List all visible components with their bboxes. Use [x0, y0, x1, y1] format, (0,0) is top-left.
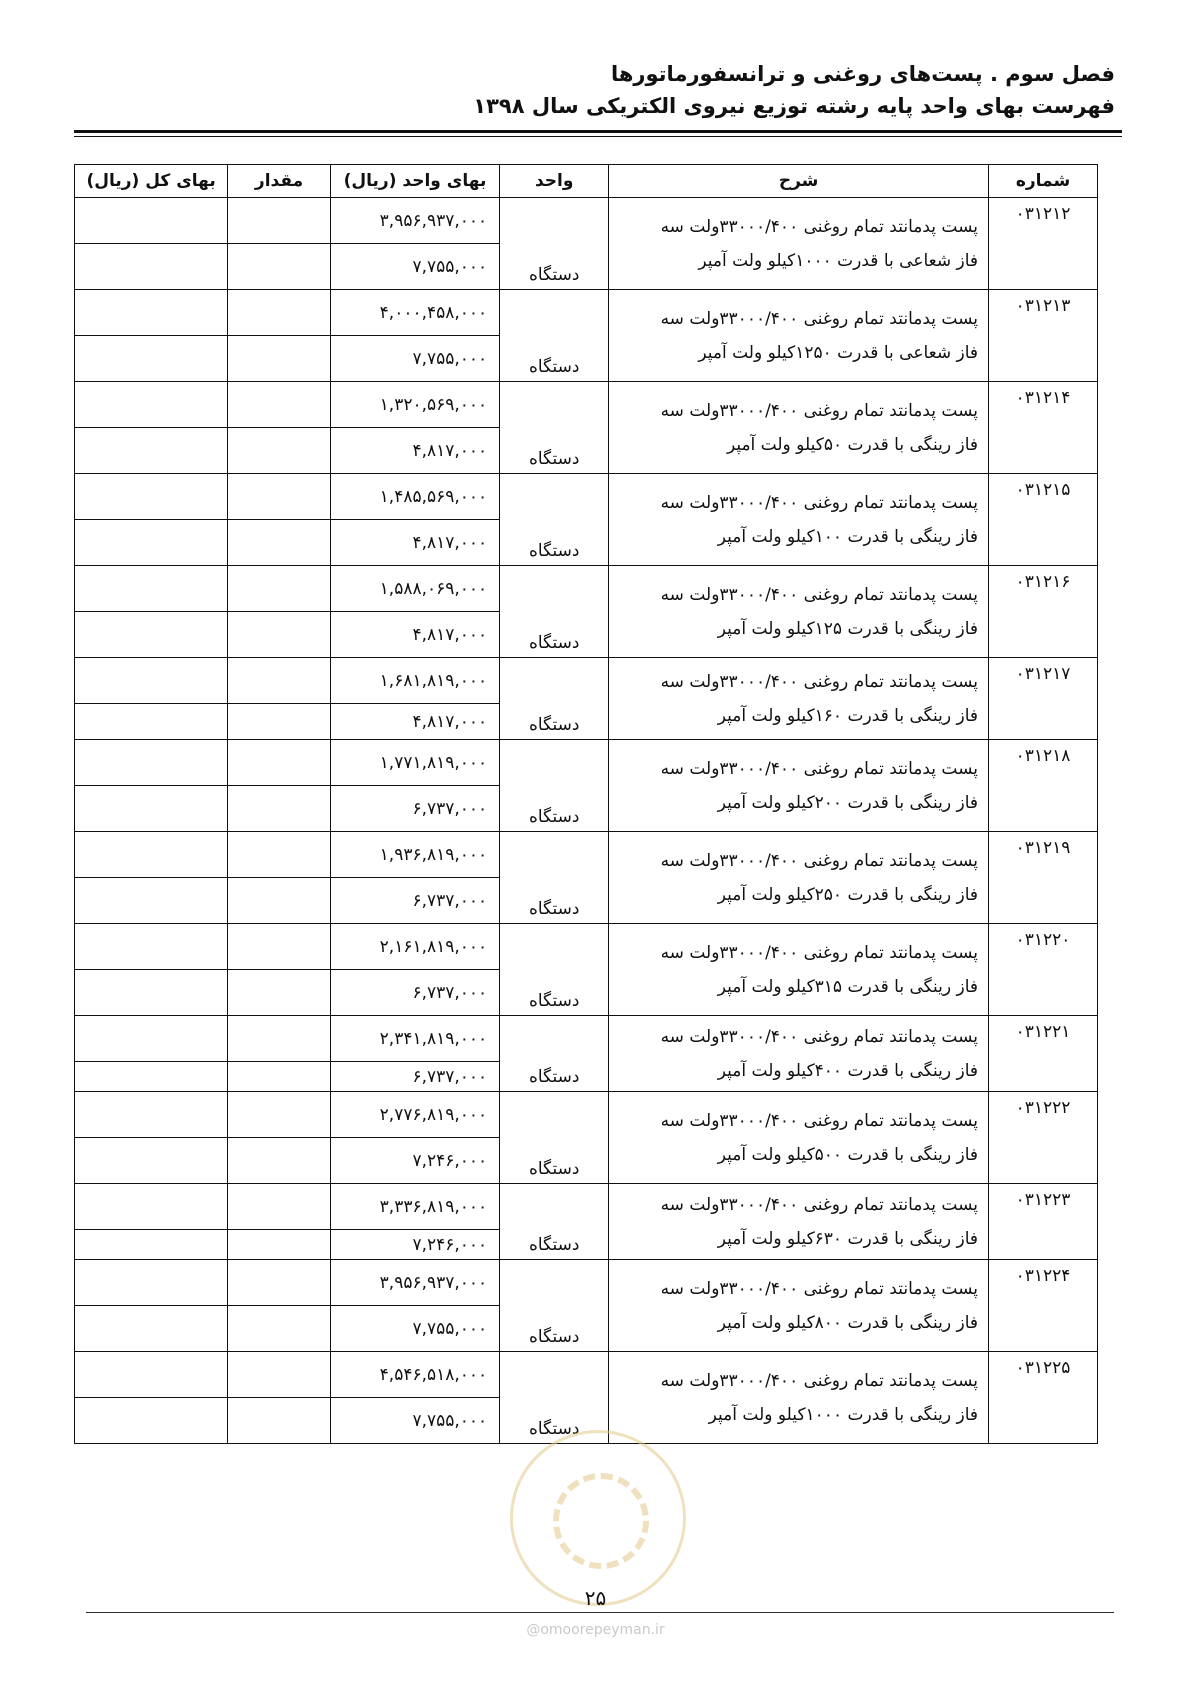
row-unit: دستگاه — [500, 1092, 609, 1184]
header-code: شماره — [989, 165, 1098, 198]
row-unit: دستگاه — [500, 832, 609, 924]
row-description-line2: فاز رینگی با قدرت ۲۰۰کیلو ولت آمپر — [717, 792, 979, 813]
row-description-line1: پست پدمانتد تمام روغنی ۳۳۰۰۰/۴۰۰ولت سه — [660, 1194, 979, 1215]
row-description-line2: فاز رینگی با قدرت ۵۰کیلو ولت آمپر — [726, 434, 979, 455]
row-qty — [228, 244, 331, 290]
row-description-line2: فاز رینگی با قدرت ۲۵۰کیلو ولت آمپر — [717, 884, 979, 905]
row-description-line2: فاز رینگی با قدرت ۱۰۰۰کیلو ولت آمپر — [708, 1404, 979, 1425]
row-total — [75, 198, 228, 244]
row-install-price: ۴,۸۱۷,۰۰۰ — [330, 612, 499, 658]
table-row — [75, 924, 1098, 970]
row-qty — [228, 1398, 331, 1444]
row-install-price: ۷,۲۴۶,۰۰۰ — [330, 1138, 499, 1184]
row-unit: دستگاه — [500, 1260, 609, 1352]
table-row — [75, 832, 1098, 878]
row-unit: دستگاه — [500, 1352, 609, 1444]
row-description — [609, 382, 989, 474]
row-description — [609, 924, 989, 1016]
row-qty — [228, 1260, 331, 1306]
row-description-line1: پست پدمانتد تمام روغنی ۳۳۰۰۰/۴۰۰ولت سه — [660, 400, 979, 421]
row-qty — [228, 786, 331, 832]
row-unit-price: ۳,۳۳۶,۸۱۹,۰۰۰ — [330, 1184, 499, 1230]
row-total — [75, 1062, 228, 1092]
row-total — [75, 612, 228, 658]
row-unit: دستگاه — [500, 382, 609, 474]
row-description-line2: فاز رینگی با قدرت ۳۱۵کیلو ولت آمپر — [717, 976, 979, 997]
header-rule-thick — [74, 130, 1122, 133]
table-row — [75, 198, 1098, 244]
header-desc: شرح — [609, 165, 989, 198]
row-total — [75, 428, 228, 474]
row-description-line1: پست پدمانتد تمام روغنی ۳۳۰۰۰/۴۰۰ولت سه — [660, 850, 979, 871]
header-unit: واحد — [500, 165, 609, 198]
header-qty: مقدار — [228, 165, 331, 198]
document-title: فهرست بهای واحد پایه رشته توزیع نیروی الکتریکی سال ۱۳۹۸ — [473, 94, 1115, 118]
row-description — [609, 658, 989, 740]
row-total — [75, 244, 228, 290]
row-description-line2: فاز شعاعی با قدرت ۱۰۰۰کیلو ولت آمپر — [698, 250, 979, 271]
row-code: ۰۳۱۲۱۴ — [989, 382, 1098, 474]
row-total — [75, 336, 228, 382]
row-qty — [228, 1230, 331, 1260]
footer-rule — [86, 1612, 1114, 1613]
row-description-line2: فاز رینگی با قدرت ۴۰۰کیلو ولت آمپر — [717, 1060, 979, 1081]
row-qty — [228, 382, 331, 428]
row-code: ۰۳۱۲۱۷ — [989, 658, 1098, 740]
row-total — [75, 1352, 228, 1398]
row-description — [609, 474, 989, 566]
row-total — [75, 1230, 228, 1260]
table-row — [75, 474, 1098, 520]
row-description-line1: پست پدمانتد تمام روغنی ۳۳۰۰۰/۴۰۰ولت سه — [660, 584, 979, 605]
row-unit: دستگاه — [500, 566, 609, 658]
row-unit-price: ۱,۷۷۱,۸۱۹,۰۰۰ — [330, 740, 499, 786]
table-row — [75, 290, 1098, 336]
row-qty — [228, 1352, 331, 1398]
row-description-line2: فاز رینگی با قدرت ۱۰۰کیلو ولت آمپر — [717, 526, 979, 547]
row-qty — [228, 474, 331, 520]
table-row — [75, 1352, 1098, 1398]
row-qty — [228, 290, 331, 336]
row-code: ۰۳۱۲۲۵ — [989, 1352, 1098, 1444]
page-header — [75, 58, 1115, 122]
row-description — [609, 198, 989, 290]
row-total — [75, 1398, 228, 1444]
row-description-line1: پست پدمانتد تمام روغنی ۳۳۰۰۰/۴۰۰ولت سه — [660, 671, 979, 692]
row-description — [609, 832, 989, 924]
header-total: بهای کل (ریال) — [75, 165, 228, 198]
row-description — [609, 1016, 989, 1092]
row-qty — [228, 1092, 331, 1138]
row-qty — [228, 924, 331, 970]
row-qty — [228, 658, 331, 704]
row-qty — [228, 704, 331, 740]
table-row — [75, 1260, 1098, 1306]
row-total — [75, 1138, 228, 1184]
row-description-line1: پست پدمانتد تمام روغنی ۳۳۰۰۰/۴۰۰ولت سه — [660, 1278, 979, 1299]
row-total — [75, 786, 228, 832]
row-unit-price: ۲,۱۶۱,۸۱۹,۰۰۰ — [330, 924, 499, 970]
row-description-line1: پست پدمانتد تمام روغنی ۳۳۰۰۰/۴۰۰ولت سه — [660, 1370, 979, 1391]
row-code: ۰۳۱۲۱۵ — [989, 474, 1098, 566]
row-description — [609, 740, 989, 832]
row-unit: دستگاه — [500, 740, 609, 832]
row-unit-price: ۲,۷۷۶,۸۱۹,۰۰۰ — [330, 1092, 499, 1138]
row-description-line1: پست پدمانتد تمام روغنی ۳۳۰۰۰/۴۰۰ولت سه — [660, 1026, 979, 1047]
row-unit: دستگاه — [500, 198, 609, 290]
row-total — [75, 878, 228, 924]
row-install-price: ۷,۲۴۶,۰۰۰ — [330, 1230, 499, 1260]
row-description-line1: پست پدمانتد تمام روغنی ۳۳۰۰۰/۴۰۰ولت سه — [660, 1110, 979, 1131]
row-qty — [228, 878, 331, 924]
row-unit: دستگاه — [500, 290, 609, 382]
row-total — [75, 740, 228, 786]
table-row — [75, 1016, 1098, 1062]
row-description-line1: پست پدمانتد تمام روغنی ۳۳۰۰۰/۴۰۰ولت سه — [660, 492, 979, 513]
row-description — [609, 1260, 989, 1352]
row-install-price: ۷,۷۵۵,۰۰۰ — [330, 244, 499, 290]
row-code: ۰۳۱۲۱۶ — [989, 566, 1098, 658]
row-total — [75, 1306, 228, 1352]
row-qty — [228, 198, 331, 244]
page-number: ۲۵ — [584, 1586, 607, 1610]
row-total — [75, 290, 228, 336]
table-row — [75, 740, 1098, 786]
row-unit-price: ۱,۹۳۶,۸۱۹,۰۰۰ — [330, 832, 499, 878]
row-unit-price: ۱,۶۸۱,۸۱۹,۰۰۰ — [330, 658, 499, 704]
row-description — [609, 1184, 989, 1260]
price-table — [74, 164, 1098, 1444]
row-qty — [228, 428, 331, 474]
row-code: ۰۳۱۲۲۳ — [989, 1184, 1098, 1260]
row-description — [609, 1352, 989, 1444]
row-qty — [228, 1138, 331, 1184]
row-qty — [228, 336, 331, 382]
row-total — [75, 474, 228, 520]
row-description-line1: پست پدمانتد تمام روغنی ۳۳۰۰۰/۴۰۰ولت سه — [660, 942, 979, 963]
row-qty — [228, 740, 331, 786]
row-install-price: ۶,۷۳۷,۰۰۰ — [330, 970, 499, 1016]
row-total — [75, 1184, 228, 1230]
chapter-title: فصل سوم . پست‌های روغنی و ترانسفورماتورها — [610, 62, 1115, 86]
row-install-price: ۶,۷۳۷,۰۰۰ — [330, 1062, 499, 1092]
row-unit-price: ۴,۰۰۰,۴۵۸,۰۰۰ — [330, 290, 499, 336]
row-unit-price: ۴,۵۴۶,۵۱۸,۰۰۰ — [330, 1352, 499, 1398]
row-total — [75, 1092, 228, 1138]
row-install-price: ۶,۷۳۷,۰۰۰ — [330, 786, 499, 832]
header-unit-price: بهای واحد (ریال) — [330, 165, 499, 198]
row-qty — [228, 1184, 331, 1230]
row-qty — [228, 1062, 331, 1092]
website-watermark: @omoorepeyman.ir — [526, 1622, 665, 1638]
row-description — [609, 1092, 989, 1184]
watermark-gear-icon — [553, 1473, 649, 1569]
row-code: ۰۳۱۲۲۴ — [989, 1260, 1098, 1352]
row-total — [75, 704, 228, 740]
row-code: ۰۳۱۲۱۹ — [989, 832, 1098, 924]
watermark-seal-icon — [510, 1430, 686, 1606]
row-unit: دستگاه — [500, 1184, 609, 1260]
row-code: ۰۳۱۲۲۰ — [989, 924, 1098, 1016]
row-code: ۰۳۱۲۱۲ — [989, 198, 1098, 290]
row-unit: دستگاه — [500, 658, 609, 740]
row-qty — [228, 1016, 331, 1062]
row-install-price: ۷,۷۵۵,۰۰۰ — [330, 1306, 499, 1352]
row-description-line2: فاز شعاعی با قدرت ۱۲۵۰کیلو ولت آمپر — [698, 342, 979, 363]
row-install-price: ۴,۸۱۷,۰۰۰ — [330, 428, 499, 474]
row-unit-price: ۳,۹۵۶,۹۳۷,۰۰۰ — [330, 1260, 499, 1306]
row-total — [75, 970, 228, 1016]
row-unit-price: ۲,۳۴۱,۸۱۹,۰۰۰ — [330, 1016, 499, 1062]
table-row — [75, 566, 1098, 612]
row-description-line2: فاز رینگی با قدرت ۸۰۰کیلو ولت آمپر — [717, 1312, 979, 1333]
row-qty — [228, 566, 331, 612]
row-total — [75, 566, 228, 612]
row-total — [75, 382, 228, 428]
row-total — [75, 1016, 228, 1062]
row-unit-price: ۱,۵۸۸,۰۶۹,۰۰۰ — [330, 566, 499, 612]
table-header-row — [75, 165, 1098, 198]
row-description-line2: فاز رینگی با قدرت ۱۶۰کیلو ولت آمپر — [717, 705, 979, 726]
row-qty — [228, 1306, 331, 1352]
row-install-price: ۷,۷۵۵,۰۰۰ — [330, 336, 499, 382]
row-description — [609, 290, 989, 382]
row-description-line2: فاز رینگی با قدرت ۱۲۵کیلو ولت آمپر — [717, 618, 979, 639]
row-total — [75, 520, 228, 566]
row-description-line1: پست پدمانتد تمام روغنی ۳۳۰۰۰/۴۰۰ولت سه — [660, 308, 979, 329]
row-unit: دستگاه — [500, 924, 609, 1016]
row-description-line1: پست پدمانتد تمام روغنی ۳۳۰۰۰/۴۰۰ولت سه — [660, 758, 979, 779]
row-total — [75, 832, 228, 878]
row-code: ۰۳۱۲۱۸ — [989, 740, 1098, 832]
row-code: ۰۳۱۲۱۳ — [989, 290, 1098, 382]
row-unit: دستگاه — [500, 474, 609, 566]
row-total — [75, 924, 228, 970]
row-total — [75, 658, 228, 704]
row-code: ۰۳۱۲۲۱ — [989, 1016, 1098, 1092]
row-install-price: ۴,۸۱۷,۰۰۰ — [330, 520, 499, 566]
header-rule-thin — [74, 136, 1122, 137]
row-qty — [228, 832, 331, 878]
row-description-line2: فاز رینگی با قدرت ۶۳۰کیلو ولت آمپر — [717, 1228, 979, 1249]
row-unit-price: ۱,۳۲۰,۵۶۹,۰۰۰ — [330, 382, 499, 428]
table-row — [75, 1092, 1098, 1138]
table-row — [75, 382, 1098, 428]
row-install-price: ۷,۷۵۵,۰۰۰ — [330, 1398, 499, 1444]
row-description — [609, 566, 989, 658]
row-unit: دستگاه — [500, 1016, 609, 1092]
row-code: ۰۳۱۲۲۲ — [989, 1092, 1098, 1184]
row-description-line1: پست پدمانتد تمام روغنی ۳۳۰۰۰/۴۰۰ولت سه — [660, 216, 979, 237]
row-unit-price: ۳,۹۵۶,۹۳۷,۰۰۰ — [330, 198, 499, 244]
row-install-price: ۶,۷۳۷,۰۰۰ — [330, 878, 499, 924]
table-row — [75, 1184, 1098, 1230]
row-qty — [228, 612, 331, 658]
row-qty — [228, 520, 331, 566]
row-total — [75, 1260, 228, 1306]
row-qty — [228, 970, 331, 1016]
row-unit-price: ۱,۴۸۵,۵۶۹,۰۰۰ — [330, 474, 499, 520]
row-description-line2: فاز رینگی با قدرت ۵۰۰کیلو ولت آمپر — [717, 1144, 979, 1165]
table-row — [75, 658, 1098, 704]
row-install-price: ۴,۸۱۷,۰۰۰ — [330, 704, 499, 740]
